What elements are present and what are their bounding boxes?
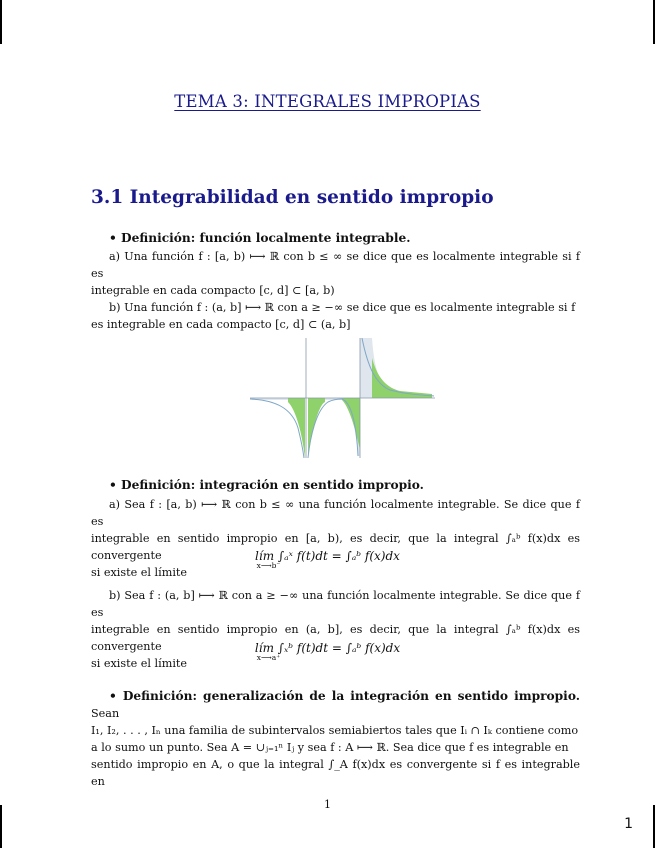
def3-line2: I₁, I₂, . . . , Iₙ una familia de subintervalos semiabiertos tales que Iᵢ ∩ Iₖ contiene como <box>91 724 579 737</box>
def2-a-line2: integrable en sentido impropio en [a, b), es decir, que la integral ∫ₐᵇ f(x)dx es convergente <box>91 532 580 562</box>
section-heading: 3.1 Integrabilidad en sentido impropio <box>91 187 494 208</box>
def2-a-line3: si existe el límite <box>91 566 188 579</box>
def2-a-line1: a) Sea f : [a, b) ⟼ ℝ con b ≤ ∞ una función localmente integrable. Se dice que f es <box>91 498 580 528</box>
def1-heading-text: Definición: función localmente integrable. <box>121 231 411 245</box>
def1-a-line2: integrable en cada compacto [c, d] ⊂ [a, b) <box>91 284 335 297</box>
improper-integral-figure <box>250 338 435 458</box>
def2-heading <box>109 478 424 492</box>
def3-heading: Definición: generalización de la integración en sentido impropio. <box>122 689 580 703</box>
green-region-tail <box>372 358 432 398</box>
page-number: 1 <box>324 798 331 811</box>
page-title: TEMA 3: INTEGRALES IMPROPIAS <box>174 92 481 111</box>
def1-heading <box>109 231 410 245</box>
bullet-icon: • <box>109 689 123 703</box>
def2-b-line3: si existe el límite <box>91 657 188 670</box>
def3-line4: sentido impropio en A, o que la integral ∫_A f(x)dx es convergente si f es integrable en <box>91 758 580 788</box>
def1-paragraph <box>91 248 580 333</box>
crop-mark-tl-v <box>0 0 2 44</box>
def2-b-line1: b) Sea f : (a, b] ⟼ ℝ con a ≥ −∞ una función localmente integrable. Se dice que f es <box>91 589 580 619</box>
def3-line3: a lo sumo un punto. Sea A = ∪ⱼ₌₁ⁿ Iⱼ y sea f : A ⟼ ℝ. Sea dice que f es integrable en <box>91 741 569 754</box>
equation-a-text: lím ∫ₐˣ f(t)dt = ∫ₐᵇ f(x)dx <box>255 549 400 563</box>
def1-b-line2: es integrable en cada compacto [c, d] ⊂ (a, b] <box>91 318 351 331</box>
def3-line1-tail: Sean <box>91 707 120 720</box>
equation-a <box>0 549 655 570</box>
equation-b-text: lím ∫ₓᵇ f(t)dt = ∫ₐᵇ f(x)dx <box>254 641 401 655</box>
crop-mark-bl-v <box>0 805 2 848</box>
def2-b-line2: integrable en sentido impropio en (a, b], es decir, que la integral ∫ₐᵇ f(x)dx es convergente <box>91 623 580 653</box>
bullet-icon: • <box>109 231 117 245</box>
def3-paragraph <box>91 688 580 790</box>
def1-b-line1: b) Una función f : (a, b] ⟼ ℝ con a ≥ −∞ se dice que es localmente integrable si f <box>109 301 576 314</box>
equation-a-sub: x⟶b⁻ <box>256 561 281 570</box>
equation-b-sub: x⟶a⁺ <box>256 653 281 662</box>
def1-a-line1: a) Una función f : [a, b) ⟼ ℝ con b ≤ ∞ se dice que es localmente integrable si f es <box>91 250 580 280</box>
corner-page-number: 1 <box>624 816 633 832</box>
bullet-icon: • <box>109 478 117 492</box>
equation-b <box>0 641 655 662</box>
def2-heading-text: Definición: integración en sentido impropio. <box>121 478 424 492</box>
